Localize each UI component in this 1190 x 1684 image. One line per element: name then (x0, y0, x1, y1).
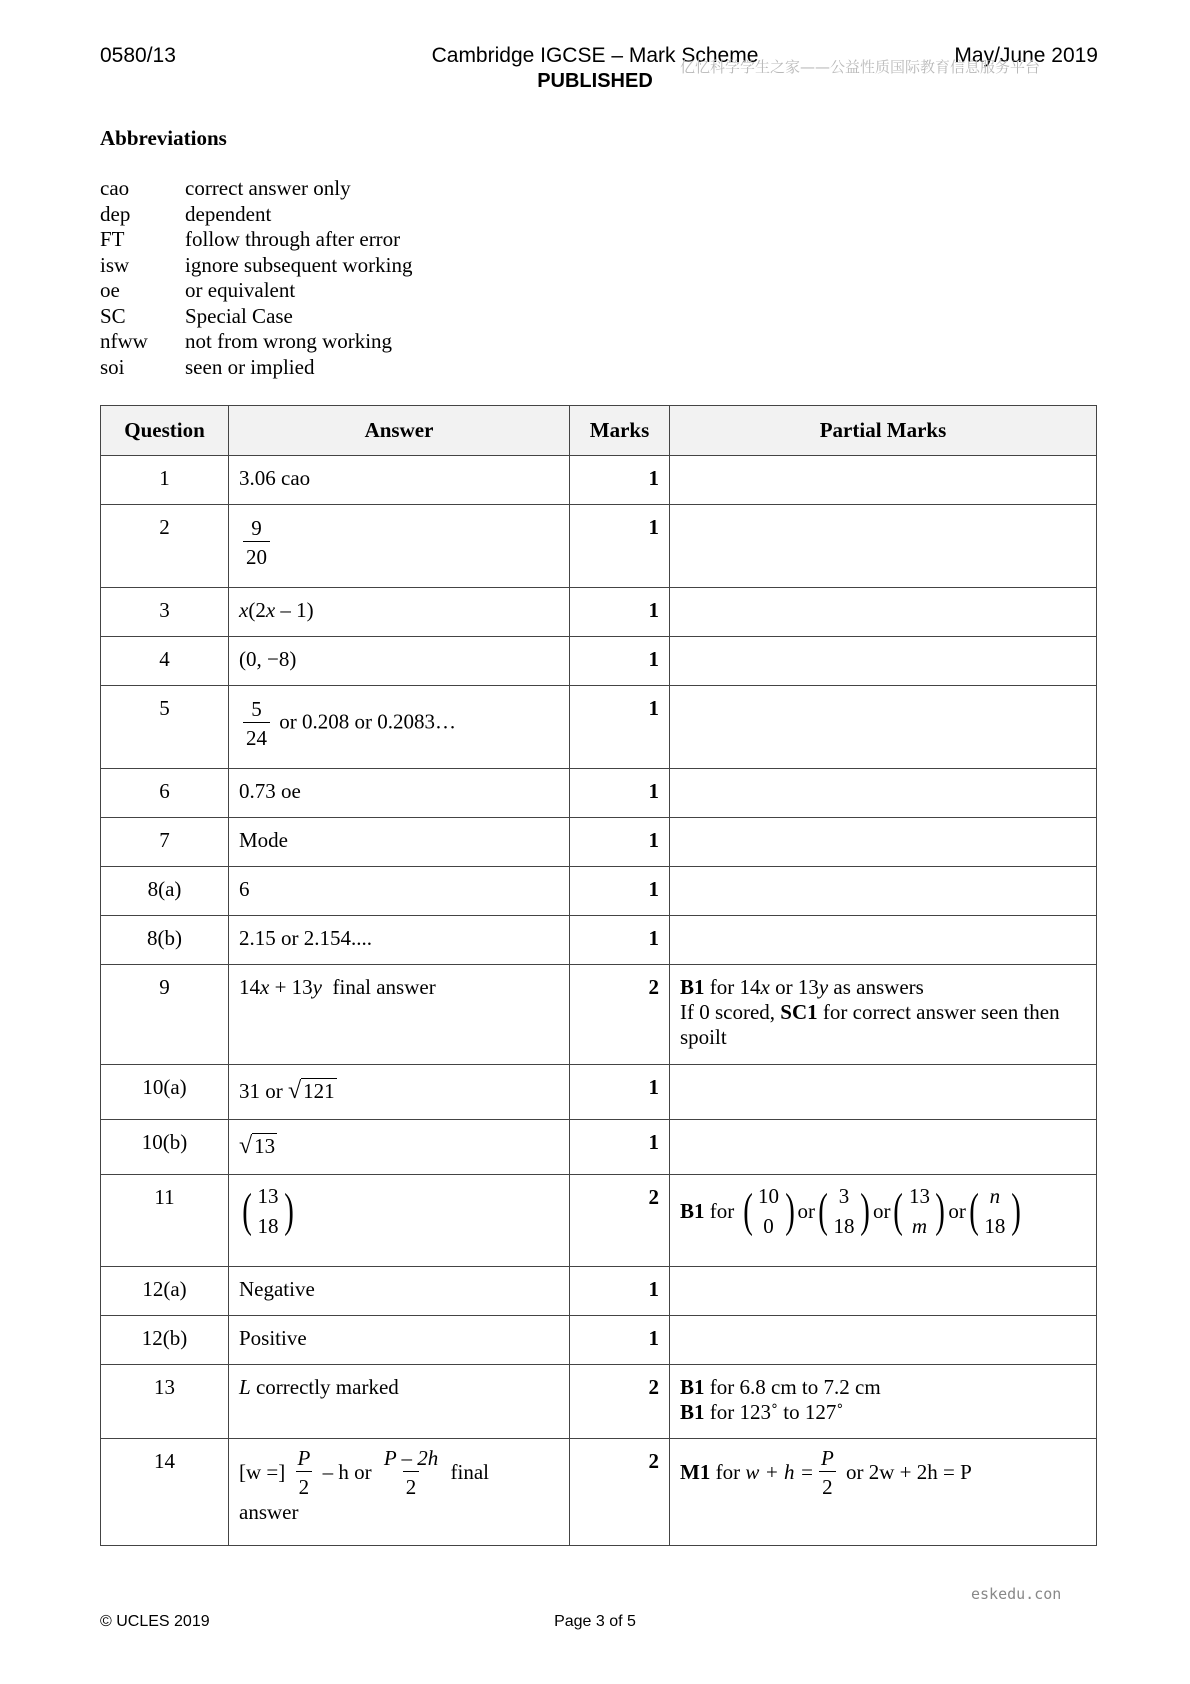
question-number: 12(b) (101, 1316, 229, 1365)
partial-marks-cell (670, 818, 1097, 867)
partial-marks-cell (670, 1267, 1097, 1316)
table-row (101, 769, 1097, 818)
numerator: P – 2h (383, 1446, 439, 1470)
answer-cell: (0, −8) (229, 637, 570, 686)
answer-cell (229, 1175, 570, 1267)
table-row (101, 588, 1097, 637)
column-vector (815, 1181, 873, 1241)
fraction (243, 515, 270, 570)
answer-cell: Negative (229, 1267, 570, 1316)
fraction (381, 1445, 441, 1500)
header-partial-marks: Partial Marks (670, 406, 1097, 456)
question-number: 10(b) (101, 1120, 229, 1175)
abbreviation-code: soi (100, 354, 125, 379)
abbreviation-meaning: follow through after error (185, 227, 401, 251)
denominator: 2 (296, 1471, 313, 1500)
document-title: Cambridge IGCSE – Mark Scheme (431, 44, 759, 67)
partial-text: for 123˚ to 127˚ (704, 1400, 844, 1424)
exam-session: May/June 2019 (954, 44, 1098, 67)
abbreviation-item (100, 253, 412, 279)
radicand: 13 (254, 1134, 276, 1158)
marks-cell: 1 (570, 1065, 670, 1120)
question-number: 14 (101, 1439, 229, 1546)
numerator: P (297, 1446, 311, 1470)
marks-cell: 1 (570, 1267, 670, 1316)
vector-entries (906, 1181, 932, 1241)
abbreviation-meaning: ignore subsequent working (185, 252, 413, 277)
partial-text: If 0 scored, (680, 1000, 781, 1024)
header-answer: Answer (229, 406, 570, 456)
abbreviations-heading: Abbreviations (100, 126, 227, 150)
answer-text: correctly marked (250, 1375, 399, 1399)
numerator: 5 (251, 697, 262, 721)
partial-marks-cell (670, 1316, 1097, 1365)
abbreviation-code: dep (100, 201, 131, 226)
partial-marks-cell (670, 1439, 1097, 1546)
partial-text: for (710, 1460, 746, 1484)
partial-text: as answers (828, 975, 924, 999)
partial-mark-line (680, 1000, 1086, 1050)
column-vector (740, 1181, 798, 1241)
answer-text: [w =] (239, 1460, 291, 1484)
question-number: 1 (101, 456, 229, 505)
marks-cell: 1 (570, 588, 670, 637)
table-row (101, 456, 1097, 505)
partial-text: or 13 (769, 975, 819, 999)
vector-bottom: 0 (763, 1214, 774, 1238)
column-vector (239, 1181, 297, 1241)
abbreviation-code: oe (100, 278, 120, 302)
question-number: 7 (101, 818, 229, 867)
abbreviation-item (100, 329, 412, 355)
answer-text: 31 or (239, 1079, 288, 1103)
partial-marks-cell (670, 637, 1097, 686)
square-root (239, 1134, 277, 1159)
right-paren-icon: ) (935, 1184, 946, 1237)
mark-scheme-table (100, 405, 1097, 1546)
partial-marks-cell (670, 456, 1097, 505)
partial-text: for 14 (704, 975, 761, 999)
answer-text: answer (239, 1500, 299, 1524)
square-root (288, 1079, 337, 1104)
answer-cell (229, 505, 570, 588)
marks-cell: 2 (570, 965, 670, 1065)
marks-cell: 2 (570, 1175, 670, 1267)
question-number: 3 (101, 588, 229, 637)
vector-top: n (989, 1184, 1001, 1208)
marks-cell: 1 (570, 867, 670, 916)
table-row (101, 637, 1097, 686)
partial-text: or (797, 1198, 815, 1223)
abbreviation-meaning: correct answer only (185, 176, 351, 200)
answer-text: final (445, 1460, 490, 1484)
marks-cell: 2 (570, 1365, 670, 1439)
answer-cell (229, 1439, 570, 1546)
denominator: 2 (819, 1471, 836, 1500)
abbreviation-item (100, 176, 412, 202)
partial-text: for (704, 1198, 740, 1223)
answer-cell: 2.15 or 2.154.... (229, 916, 570, 965)
left-paren-icon: ( (893, 1184, 904, 1237)
variable: x (260, 975, 270, 999)
marks-cell: 1 (570, 637, 670, 686)
header-question: Question (101, 406, 229, 456)
marks-cell: 1 (570, 769, 670, 818)
answer-cell (229, 965, 570, 1065)
vector-top: 10 (758, 1184, 779, 1208)
question-number: 6 (101, 769, 229, 818)
table-row (101, 1365, 1097, 1439)
abbreviation-item (100, 278, 412, 304)
fraction (818, 1445, 837, 1500)
vector-bottom: m (911, 1214, 928, 1238)
vector-top: 3 (838, 1184, 850, 1208)
question-number: 11 (101, 1175, 229, 1267)
mark-code: M1 (680, 1460, 711, 1484)
answer-cell (229, 1065, 570, 1120)
partial-text: or (948, 1198, 966, 1223)
radicand: 121 (303, 1079, 335, 1103)
denominator: 2 (403, 1471, 420, 1500)
abbreviation-meaning: not from wrong working (185, 329, 393, 353)
partial-marks-cell (670, 1120, 1097, 1175)
answer-cell (229, 588, 570, 637)
table-header-row (101, 406, 1097, 456)
marks-cell: 1 (570, 916, 670, 965)
abbreviation-meaning: or equivalent (185, 278, 296, 302)
numerator: 9 (251, 516, 262, 540)
answer-cell: 3.06 cao (229, 456, 570, 505)
table-row (101, 1120, 1097, 1175)
page-number: Page 3 of 5 (554, 1613, 636, 1630)
column-vector (966, 1181, 1024, 1241)
header-marks: Marks (570, 406, 670, 456)
vector-top: 13 (257, 1184, 279, 1208)
table-row (101, 1065, 1097, 1120)
table-row (101, 505, 1097, 588)
mark-code: B1 (680, 1400, 705, 1424)
vector-bottom: 18 (257, 1214, 279, 1238)
partial-marks-cell (670, 588, 1097, 637)
mark-code: SC1 (780, 1000, 818, 1024)
abbreviation-item (100, 304, 412, 330)
table-row (101, 1316, 1097, 1365)
question-number: 10(a) (101, 1065, 229, 1120)
marks-cell: 2 (570, 1439, 670, 1546)
answer-text: – 1) (275, 598, 314, 622)
partial-mark-line (680, 1400, 1086, 1425)
table-row (101, 916, 1097, 965)
numerator: P (820, 1446, 834, 1470)
variable: x (760, 975, 770, 999)
partial-marks-cell (670, 505, 1097, 588)
partial-mark-line (680, 1375, 1086, 1400)
answer-expression (239, 1445, 489, 1500)
abbreviation-meaning: Special Case (185, 303, 293, 328)
published-label: PUBLISHED (537, 70, 653, 92)
marks-cell: 1 (570, 686, 670, 769)
answer-cell (229, 686, 570, 769)
abbreviation-code: nfww (100, 329, 148, 353)
abbreviation-code: SC (100, 303, 126, 328)
partial-marks-cell (670, 686, 1097, 769)
vector-entries (831, 1181, 857, 1241)
left-paren-icon: ( (242, 1184, 252, 1237)
table-row (101, 1439, 1097, 1546)
right-paren-icon: ) (784, 1184, 795, 1237)
table-row (101, 1175, 1097, 1267)
partial-text: or (872, 1198, 891, 1223)
vector-bottom: 18 (984, 1214, 1006, 1238)
marks-cell: 1 (570, 1316, 670, 1365)
question-number: 4 (101, 637, 229, 686)
abbreviation-meaning: seen or implied (185, 354, 315, 379)
mark-code: B1 (680, 1375, 705, 1399)
partial-mark-line (680, 1445, 972, 1500)
partial-marks-cell (670, 1065, 1097, 1120)
radical-sign-icon: √ (288, 1078, 302, 1104)
marks-cell: 1 (570, 818, 670, 867)
left-paren-icon: ( (818, 1184, 828, 1237)
answer-text: + 13 (269, 975, 313, 999)
table-row (101, 965, 1097, 1065)
right-paren-icon: ) (860, 1184, 870, 1237)
vector-entries (255, 1181, 281, 1241)
question-number: 8(b) (101, 916, 229, 965)
partial-text: or 2w + 2h = P (840, 1460, 972, 1484)
question-number: 2 (101, 505, 229, 588)
site-watermark: eskedu.con (971, 1585, 1062, 1603)
left-paren-icon: ( (969, 1184, 979, 1237)
question-number: 12(a) (101, 1267, 229, 1316)
table-row (101, 867, 1097, 916)
marks-cell: 1 (570, 456, 670, 505)
vector-bottom: 18 (833, 1214, 855, 1238)
answer-cell: Positive (229, 1316, 570, 1365)
abbreviation-meaning: dependent (185, 201, 272, 226)
partial-text: for 6.8 cm to 7.2 cm (704, 1375, 881, 1399)
variable: y (818, 975, 829, 999)
fraction (295, 1445, 314, 1500)
partial-mark-line (680, 975, 1086, 1000)
marks-cell: 1 (570, 1120, 670, 1175)
mark-code: B1 (680, 1198, 705, 1223)
question-number: 8(a) (101, 867, 229, 916)
column-vector (890, 1181, 948, 1241)
partial-text: w + h = (745, 1460, 814, 1484)
question-number: 5 (101, 686, 229, 769)
question-number: 13 (101, 1365, 229, 1439)
answer-cell (229, 1120, 570, 1175)
paper-code: 0580/13 (100, 44, 176, 67)
partial-marks-cell (670, 965, 1097, 1065)
copyright: © UCLES 2019 (100, 1613, 210, 1630)
abbreviation-item (100, 202, 412, 228)
fraction (243, 696, 270, 751)
vector-entries (756, 1181, 782, 1241)
answer-text: – h or (317, 1460, 377, 1484)
vector-entries (982, 1181, 1008, 1241)
variable: y (312, 975, 322, 999)
abbreviation-item (100, 355, 412, 381)
variable: x (265, 598, 276, 622)
partial-marks-cell (670, 1365, 1097, 1439)
abbreviations-list (100, 176, 412, 380)
answer-text: 14 (239, 975, 260, 999)
table-row (101, 686, 1097, 769)
watermark-text: 亿忆科学学生之家——公益性质国际教育信息服务平台 (680, 58, 1041, 76)
abbreviation-code: isw (100, 252, 130, 277)
radical-sign-icon: √ (239, 1133, 253, 1159)
abbreviation-code: cao (100, 176, 130, 200)
table-row (101, 1267, 1097, 1316)
answer-cell: 0.73 oe (229, 769, 570, 818)
answer-cell: 6 (229, 867, 570, 916)
denominator: 20 (243, 541, 270, 570)
answer-text: or 0.208 or 0.2083… (279, 709, 456, 734)
answer-cell: Mode (229, 818, 570, 867)
right-paren-icon: ) (284, 1184, 294, 1237)
partial-mark-line (680, 1181, 1024, 1241)
partial-marks-cell (670, 1175, 1097, 1267)
right-paren-icon: ) (1011, 1184, 1021, 1237)
partial-text: for correct answer seen then spoilt (680, 1000, 1060, 1049)
answer-text: (2 (248, 598, 266, 622)
abbreviation-item (100, 227, 412, 253)
answer-text: final answer (322, 975, 436, 999)
variable: x (239, 598, 249, 622)
variable: L (239, 1375, 251, 1399)
vector-top: 13 (908, 1184, 930, 1208)
partial-marks-cell (670, 916, 1097, 965)
denominator: 24 (243, 722, 270, 751)
partial-marks-cell (670, 769, 1097, 818)
left-paren-icon: ( (742, 1184, 753, 1237)
marks-cell: 1 (570, 505, 670, 588)
abbreviation-code: FT (100, 227, 125, 251)
question-number: 9 (101, 965, 229, 1065)
mark-code: B1 (680, 975, 705, 999)
partial-marks-cell (670, 867, 1097, 916)
answer-cell (229, 1365, 570, 1439)
table-row (101, 818, 1097, 867)
